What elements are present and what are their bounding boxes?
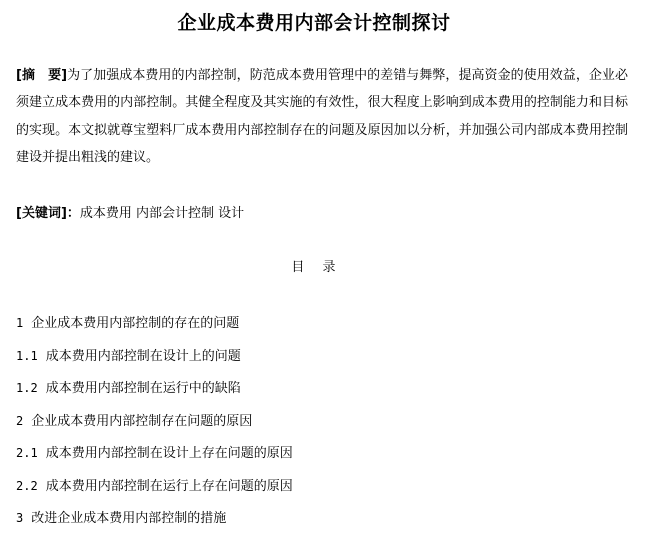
toc-item-number: 1 [16, 316, 24, 330]
abstract-label: [摘 要] [16, 68, 68, 83]
toc-item-text: 改进企业成本费用内部控制的措施 [31, 511, 227, 526]
toc-item [16, 344, 628, 377]
abstract-text: 为了加强成本费用的内部控制，防范成本费用管理中的差错与舞弊，提高资金的使用效益，企业必须建立成本费用的内部控制。其健全程度及其实施的有效性，很大程度上影响到成本费用的控制能力和目标的实现。本文拟就尊宝塑料厂成本费用内部控制存在的问题及原因加以分析，并加强公司内部成本费用控制建设并提出粗浅的建议。 [16, 68, 628, 165]
toc-item-number: 2.1 [16, 446, 38, 460]
toc-item-text: 成本费用内部控制在运行中的缺陷 [45, 381, 241, 396]
toc-item-number: 1.1 [16, 348, 38, 363]
toc-item-number: 1.2 [16, 381, 38, 395]
keywords-label: [关键词]： [16, 206, 80, 221]
toc-item-text: 成本费用内部控制在设计上存在问题的原因 [45, 446, 293, 461]
toc-item-text: 企业成本费用内部控制的存在的问题 [31, 316, 240, 331]
toc-item-number: 2 [16, 413, 24, 428]
toc-item [16, 506, 628, 539]
table-of-contents [16, 311, 628, 539]
toc-item [16, 311, 628, 344]
toc-item-text: 成本费用内部控制在运行上存在问题的原因 [45, 478, 293, 494]
toc-item-number: 3 [16, 511, 24, 525]
toc-item [16, 474, 628, 507]
toc-item-text: 企业成本费用内部控制存在问题的原因 [31, 413, 253, 429]
toc-item [16, 376, 628, 409]
keywords-text: 成本费用 内部会计控制 设计 [79, 206, 245, 221]
toc-heading: 目 录 [291, 260, 337, 275]
document-title: 企业成本费用内部会计控制探讨 [177, 12, 451, 34]
toc-item-text: 成本费用内部控制在设计上的问题 [45, 348, 241, 364]
toc-item [16, 441, 628, 474]
abstract-paragraph [16, 62, 628, 171]
toc-item [16, 409, 628, 442]
toc-item-number: 2.2 [16, 478, 38, 493]
keywords-line [16, 202, 628, 226]
